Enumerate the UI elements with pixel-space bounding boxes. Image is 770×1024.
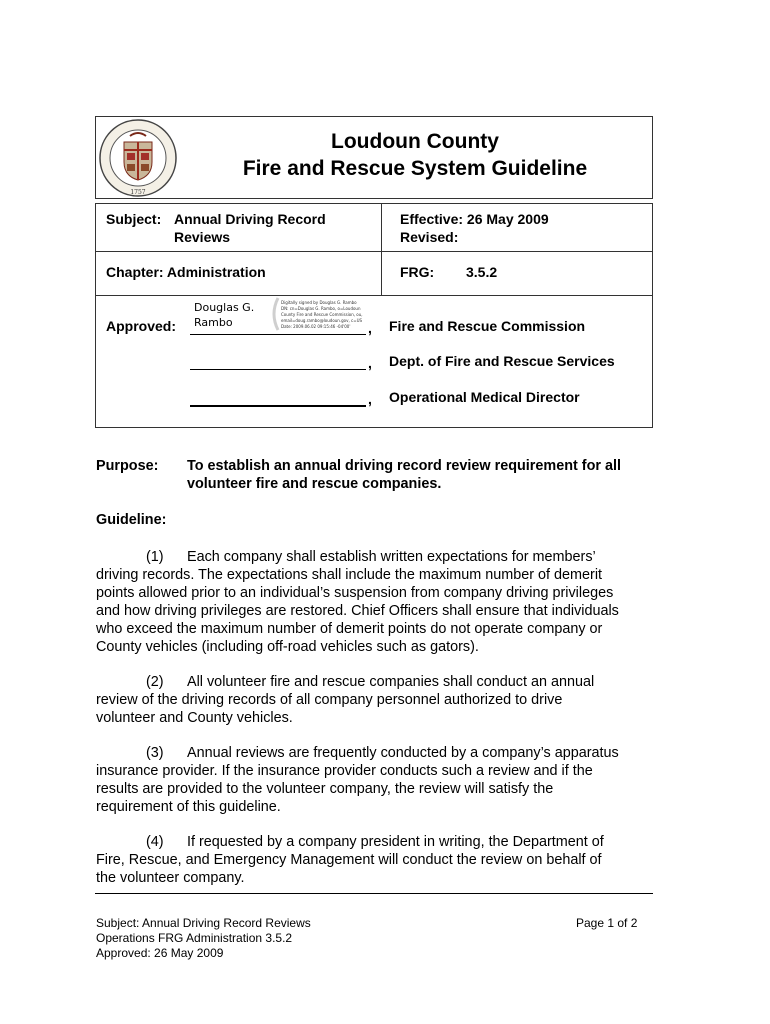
frg-label: FRG: [400, 264, 435, 280]
guideline-label: Guideline: [96, 512, 167, 528]
paragraph-first-line: If requested by a company president in writing, the Department of [187, 834, 604, 850]
subject-line2: Reviews [174, 229, 231, 245]
footer-divider [95, 893, 653, 894]
paragraph-first-line: All volunteer fire and rescue companies shall conduct an annual [187, 674, 595, 690]
footer-approved: Approved: 26 May 2009 [96, 946, 224, 960]
paragraph-line: who exceed the maximum number of demerit points do not operate company or [96, 621, 603, 637]
paragraph-first-line: Annual reviews are frequently conducted by a company’s apparatus [187, 745, 619, 761]
paragraph-first-line: Each company shall establish written expectations for members’ [187, 549, 596, 565]
purpose-label: Purpose: [96, 458, 159, 474]
paragraph-line: points allowed prior to an individual’s suspension from company driving privileges [96, 585, 614, 601]
frg-value: 3.5.2 [466, 264, 498, 280]
paragraph-line: County vehicles (including off-road vehicles such as gators). [96, 639, 479, 655]
paragraph-line: requirement of this guideline. [96, 799, 281, 815]
purpose-line2: volunteer fire and rescue companies. [187, 476, 442, 492]
digital-sig-line: Digitally signed by Douglas G. Rambo [281, 300, 357, 305]
paragraph-number: (3) [146, 745, 164, 761]
approved-label: Approved: [106, 318, 176, 334]
purpose-line1: To establish an annual driving record review requirement for all [187, 458, 621, 474]
county-seal-icon [96, 118, 180, 198]
paragraph-number: (4) [146, 834, 164, 850]
seal-year: 1757 [130, 189, 146, 196]
footer-subject: Subject: Annual Driving Record Reviews [96, 916, 311, 930]
signature-line-1 [190, 334, 366, 335]
digital-sig-line: County Fire and Rescue Commission, ou, [281, 312, 363, 317]
signer-name-line1: Douglas G. [194, 301, 255, 314]
signature-line-2 [190, 369, 366, 370]
page-title-line1: Loudoun County [331, 130, 499, 153]
signature-comma-1: , [368, 320, 372, 336]
paragraph-line: Fire, Rescue, and Emergency Management will conduct the review on behalf of [96, 852, 602, 868]
subject-label: Subject: [106, 211, 162, 227]
signature-line-3 [190, 405, 366, 407]
subject-line1: Annual Driving Record [174, 211, 326, 227]
paragraph-line: results are provided to the volunteer company, the review will satisfy the [96, 781, 554, 797]
paragraph-line: review of the driving records of all company personnel authorized to drive [96, 692, 563, 708]
footer-page-number: Page 1 of 2 [576, 916, 638, 930]
paragraph-line: and how driving privileges are restored. Chief Officers shall ensure that individuals [96, 603, 619, 619]
paragraph-number: (2) [146, 674, 164, 690]
chapter-label: Chapter: Administration [106, 264, 266, 280]
digital-sig-line: email=doug.rambo@loudoun.gov, c=US [281, 318, 363, 323]
info-row-divider-1 [95, 251, 653, 252]
info-row-divider-2 [95, 295, 653, 296]
paragraph-line: insurance provider. If the insurance provider conducts such a review and if the [96, 763, 593, 779]
approver-1: Fire and Rescue Commission [389, 318, 586, 334]
digital-sig-line: DN: cn=Douglas G. Rambo, o=Loudoun [281, 306, 361, 311]
digital-sig-line: Date: 2009.06.02 09:15:46 -04'00' [281, 324, 351, 329]
approver-2: Dept. of Fire and Rescue Services [389, 353, 615, 369]
footer-operations: Operations FRG Administration 3.5.2 [96, 931, 293, 945]
signer-name-line2: Rambo [194, 316, 233, 329]
paragraph-line: driving records. The expectations shall include the maximum number of demerit [96, 567, 603, 583]
info-col-divider [381, 203, 382, 295]
page-title-line2: Fire and Rescue System Guideline [242, 157, 588, 180]
paragraph-line: volunteer and County vehicles. [96, 710, 293, 726]
paragraph-line: the volunteer company. [96, 870, 245, 886]
signature-comma-2: , [368, 355, 372, 371]
revised-date: Revised: [400, 229, 459, 245]
digital-signature-mark-icon [268, 296, 282, 332]
paragraph-number: (1) [146, 549, 164, 565]
signature-comma-3: , [368, 391, 372, 407]
approver-3: Operational Medical Director [389, 389, 580, 405]
effective-date: Effective: 26 May 2009 [400, 211, 549, 227]
